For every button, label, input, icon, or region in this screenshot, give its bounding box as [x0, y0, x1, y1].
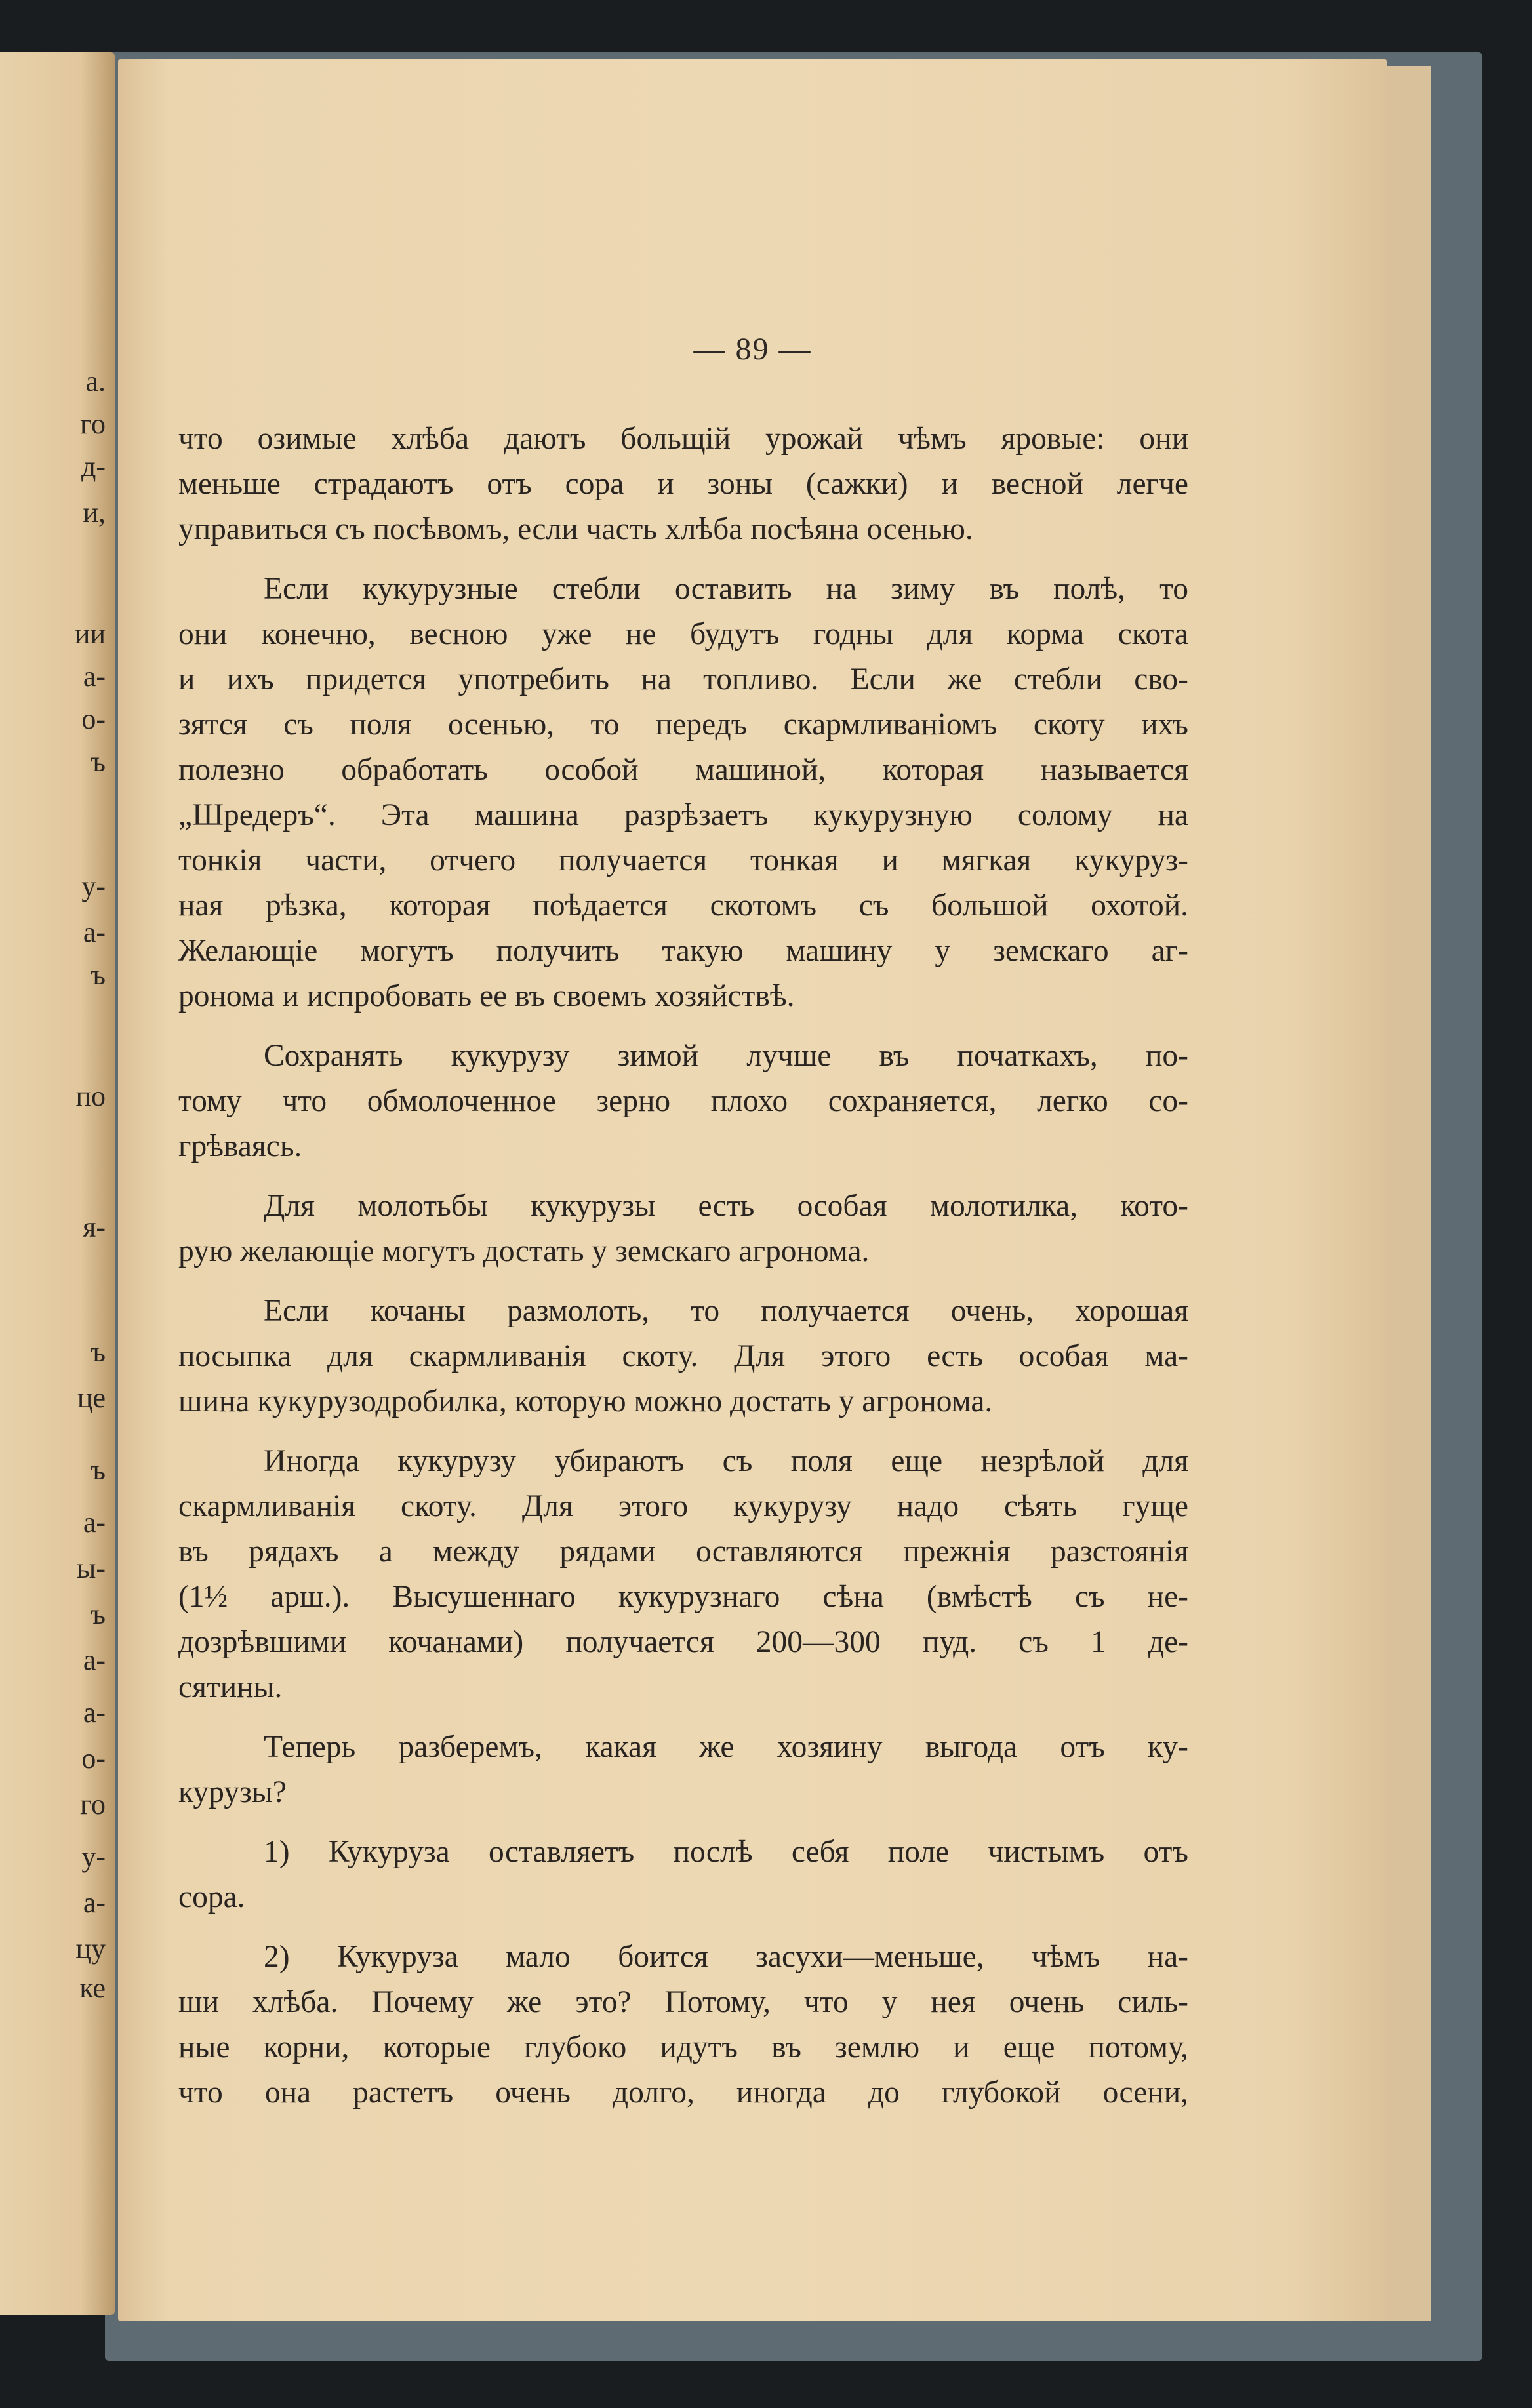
text-line: зятся съ поля осенью, то передъ скармливаніомъ скоту ихъ — [178, 708, 1188, 742]
page-number: — 89 — — [693, 332, 812, 367]
previous-page-fragment: а- — [83, 1887, 106, 1919]
previous-page-fragment: ъ — [91, 1598, 106, 1630]
book-page — [118, 59, 1387, 2321]
previous-page-fragment: це — [77, 1382, 106, 1414]
previous-page-fragment: ъ — [91, 959, 106, 991]
paragraph — [178, 1439, 1188, 1710]
text-line: Для молотьбы кукурузы есть особая молотилка, кото- — [264, 1189, 1188, 1223]
previous-page-fragment: ъ — [91, 746, 106, 778]
text-line: рую желающіе могутъ достать у земскаго агронома. — [178, 1234, 870, 1268]
paragraph — [178, 1830, 1188, 1920]
text-line: сора. — [178, 1880, 245, 1914]
previous-page-fragment: у- — [81, 870, 106, 902]
text-line: грѣваясь. — [178, 1129, 302, 1163]
text-line: ши хлѣба. Почему же это? Потому, что у нея очень силь- — [178, 1985, 1188, 2019]
previous-page-fragment: го — [80, 1788, 106, 1820]
previous-page-fragment: у- — [81, 1841, 106, 1873]
text-line: посыпка для скармливанія скоту. Для этого есть особая ма- — [178, 1339, 1188, 1373]
previous-page-fragment: а. — [85, 365, 106, 397]
text-line: въ рядахъ а между рядами оставляются прежнія разстоянія — [178, 1535, 1188, 1569]
paragraph — [178, 1725, 1188, 1815]
text-line: Желающіе могутъ получить такую машину у земскаго аг- — [178, 934, 1188, 968]
previous-page-fragment: го — [80, 408, 106, 440]
text-line: курузы? — [178, 1775, 287, 1809]
text-line: что она растетъ очень долго, иногда до глубокой осени, — [178, 2076, 1188, 2110]
text-line: скармливанія скоту. Для этого кукурузу надо сѣять гуще — [178, 1489, 1188, 1523]
text-line: тому что обмолоченное зерно плохо сохраняется, легко со- — [178, 1084, 1188, 1118]
previous-page-edge — [0, 52, 115, 2315]
text-line: и ихъ придется употребить на топливо. Если же стебли сво- — [178, 662, 1188, 696]
text-line: 2) Кукуруза мало боится засухи—меньше, чѣмъ на- — [264, 1940, 1188, 1974]
text-line: 1) Кукуруза оставляетъ послѣ себя поле чистымъ отъ — [264, 1835, 1188, 1869]
text-line: сятины. — [178, 1670, 283, 1704]
previous-page-fragment: ы- — [76, 1552, 106, 1584]
previous-page-fragment: цу — [75, 1933, 106, 1965]
page-text — [178, 416, 1188, 2130]
text-line: Если кукурузные стебли оставить на зиму въ полѣ, то — [264, 572, 1188, 606]
previous-page-fragment: ии — [74, 618, 106, 650]
text-line: что озимые хлѣба даютъ больщій урожай чѣмъ яровые: они — [178, 422, 1188, 456]
previous-page-fragment: а- — [83, 1506, 106, 1538]
previous-page-fragment: о- — [81, 703, 106, 735]
previous-page-fragment: д- — [81, 451, 106, 483]
text-line: Теперь разберемъ, какая же хозяину выгода отъ ку- — [264, 1730, 1188, 1764]
text-line: (1½ арш.). Высушеннаго кукурузнаго сѣна (вмѣстѣ съ не- — [178, 1580, 1188, 1614]
previous-page-fragment: ке — [79, 1972, 106, 2004]
previous-page-fragment: по — [75, 1080, 106, 1112]
paragraph — [178, 567, 1188, 1019]
text-line: дозрѣвшими кочанами) получается 200—300 пуд. съ 1 де- — [178, 1625, 1188, 1659]
text-line: управиться съ посѣвомъ, если часть хлѣба посѣяна осенью. — [178, 512, 973, 546]
previous-page-fragment: ъ — [91, 1454, 106, 1486]
previous-page-fragment: и, — [83, 496, 106, 529]
text-line: ные корни, которые глубоко идутъ въ землю и еще потому, — [178, 2030, 1188, 2064]
text-line: „Шредеръ“. Эта машина разрѣзаетъ кукурузную солому на — [178, 798, 1188, 832]
paragraph — [178, 1935, 1188, 2116]
text-line: шина кукурузодробилка, которую можно достать у агронома. — [178, 1384, 993, 1418]
text-line: полезно обработать особой машиной, которая называется — [178, 753, 1188, 787]
paragraph — [178, 1289, 1188, 1424]
text-line: ронома и испробовать ее въ своемъ хозяйствѣ. — [178, 979, 795, 1013]
paragraph — [178, 1033, 1188, 1169]
text-line: меньше страдаютъ отъ сора и зоны (сажки) и весной легче — [178, 467, 1188, 501]
previous-page-fragment: а- — [83, 1644, 106, 1676]
text-line: они конечно, весною уже не будутъ годны для корма скота — [178, 617, 1188, 651]
previous-page-fragment: а- — [83, 916, 106, 948]
paragraph — [178, 416, 1188, 552]
text-line: Если кочаны размолоть, то получается очень, хорошая — [264, 1294, 1188, 1328]
previous-page-fragment: я- — [83, 1211, 106, 1243]
paragraph — [178, 1184, 1188, 1274]
text-line: ная рѣзка, которая поѣдается скотомъ съ большой охотой. — [178, 889, 1188, 923]
previous-page-fragment: ъ — [91, 1336, 106, 1368]
text-line: тонкія части, отчего получается тонкая и мягкая кукуруз- — [178, 843, 1188, 877]
previous-page-fragment: о- — [81, 1742, 106, 1775]
text-line: Иногда кукурузу убираютъ съ поля еще незрѣлой для — [264, 1444, 1188, 1478]
previous-page-fragment: а- — [83, 660, 106, 692]
text-line: Сохранять кукурузу зимой лучше въ початкахъ, по- — [264, 1039, 1188, 1073]
previous-page-fragment: а- — [83, 1696, 106, 1729]
